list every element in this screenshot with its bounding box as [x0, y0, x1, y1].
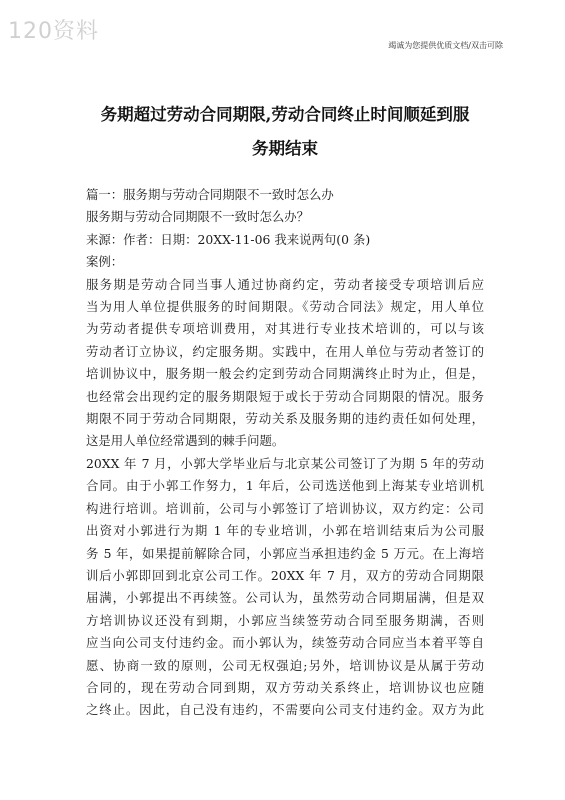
- paragraph-line: 服务期是劳动合同当事人通过协商约定，劳动者接受专项培训后应: [86, 276, 484, 292]
- section-heading: 篇一：服务期与劳动合同期限不一致时怎么办: [86, 187, 334, 202]
- paragraph-line: 方培训协议还没有到期，小郭应当续签劳动合同至服务期满，否则: [86, 612, 484, 628]
- paragraph-intro: [86, 274, 484, 453]
- paragraph-line: 为劳动者提供专项培训费用，对其进行专业技术培训的，可以与该: [86, 321, 484, 337]
- document-body: [86, 184, 484, 722]
- header-note: 竭诚为您提供优质文档/双击可除: [388, 41, 503, 50]
- watermark-logo: 120资料: [8, 19, 99, 44]
- paragraph-line: 这是用人单位经常遇到的棘手问题。: [86, 433, 285, 449]
- paragraph-case: [86, 453, 484, 722]
- paragraph-line: 构进行培训。培训前，公司与小郭签订了培训协议，双方约定：公司: [86, 500, 484, 516]
- paragraph-line: 培训协议中，服务期一般会约定到劳动合同期满终止时为止，但是，: [86, 366, 484, 382]
- document-title: [80, 98, 490, 166]
- paragraph-line: 届满，小郭提出不再续签。公司认为，虽然劳动合同期届满，但是双: [86, 590, 484, 606]
- paragraph-line: 愿、协商一致的原则，公司无权强迫;另外，培训协议是从属于劳动: [86, 657, 484, 673]
- paragraph-line: 合同的，现在劳动合同到期，双方劳动关系终止，培训协议也应随: [86, 679, 484, 695]
- case-label: 案例：: [86, 254, 124, 270]
- article-subtitle: 服务期与劳动合同期限不一致时怎么办？: [86, 209, 310, 225]
- paragraph-line: 合同。由于小郭工作努力，1 年后，公司选送他到上海某专业培训机: [86, 478, 484, 494]
- paragraph-line: 也经常会出现约定的服务期限短于或长于劳动合同期限的情况。服务: [86, 388, 484, 404]
- paragraph-line: 期限不同于劳动合同期限，劳动关系及服务期的违约责任如何处理，: [86, 411, 484, 427]
- paragraph-line: 20XX 年 7 月，小郭大学毕业后与北京某公司签订了为期 5 年的劳动: [86, 455, 484, 471]
- paragraph-line: 当为用人单位提供服务的时间期限。《劳动合同法》规定，用人单位: [86, 299, 484, 315]
- title-line: 务期超过劳动合同期限,劳动合同终止时间顺延到服: [100, 105, 470, 124]
- paragraph-line: 劳动者订立协议，约定服务期。实践中，在用人单位与劳动者签订的: [86, 343, 484, 359]
- paragraph-line: 出资对小郭进行为期 1 年的专业培训，小郭在培训结束后为公司服: [86, 523, 484, 539]
- paragraph-line: 务 5 年，如果提前解除合同，小郭应当承担违约金 5 万元。在上海培: [86, 545, 484, 561]
- paragraph-line: 训后小郭即回到北京公司工作。20XX 年 7 月，双方的劳动合同期限: [86, 567, 484, 583]
- title-line: 务期结束: [252, 139, 318, 158]
- paragraph-line: 应当向公司支付违约金。而小郭认为，续签劳动合同应当本着平等自: [86, 635, 484, 651]
- source-line: 来源：作者：日期：20XX-11-06 我来说两句(0 条): [86, 231, 371, 247]
- paragraph-line: 之终止。因此，自己没有违约，不需要向公司支付违约金。双方为此: [86, 702, 484, 718]
